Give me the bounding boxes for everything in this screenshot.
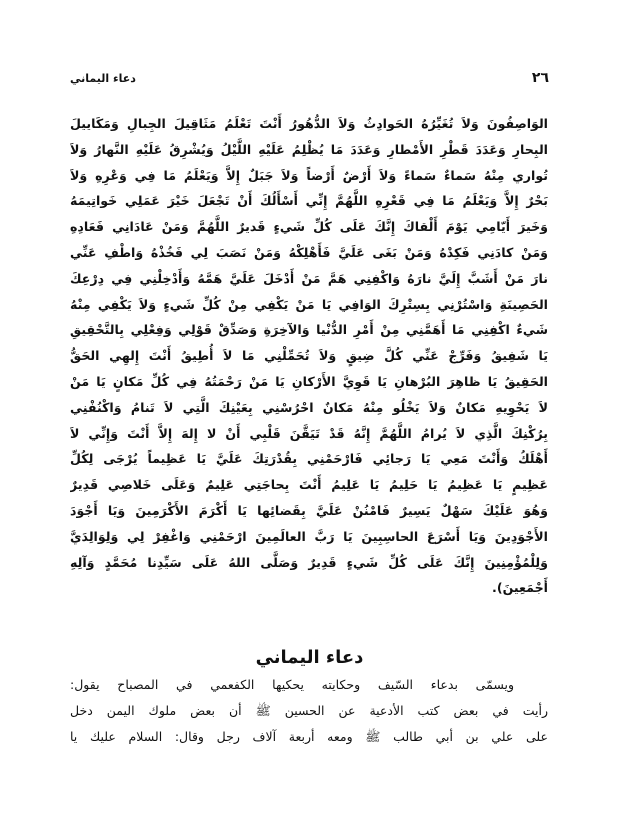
text-line: يَا شَفِيقُ وَفَرِّجْ عَنِّي كُلَّ ضِيقٍ وَلاَ تُحَمِّلْنِي مَا لاَ أُطِيقُ أَنْتَ إِلهِي الحَقُّ [70,348,548,364]
text-line: شَيءٌ اكْفِنِي مَا أَهَمَّنِي مِنْ أَمْرِ الدُّنْيا وَالآخِرَةِ وَصَدِّقْ قَوْلِي وَفِعْلِي بِالتَّحْقِيقِ [70,322,548,338]
text-line: عَظِيمٍ يَا عَظِيمُ يَا حَلِيمُ يَا عَلِيمُ أَنْتَ بِحاجَتِي عَلِيمٌ وَعَلَى خَلاصِي قَدِيرٌ [70,477,548,493]
text-line-final: أَجْمَعِينَ). [492,580,548,596]
running-header [70,70,549,94]
text-line: الأَجْوَدِينَ وَيَا أَسْرَعَ الحاسِبِينَ يَا رَبَّ العالَمِينَ ارْحَمْنِي وَاغْفِرْ لِي وَلِوَالِدَيَّ [70,528,548,544]
text-line: البِحارِ وَعَدَدَ قَطْرِ الأَمْطارِ وَعَدَدَ مَا يُظْلِمُ عَلَيْهِ اللَّيْلُ وَيُشْرِقُ عَلَيْهِ النَّهارُ وَلاَ [70,141,548,157]
text-line: بِرُكْنِكَ الَّذِي لاَ يُرامُ اللَّهُمَّ إِنَّهُ قَدْ تَيَقَّنَ قَلْبِي أَنْ لا إِلهَ إِلاَّ أَنْتَ وَإِنِّي لاَ [70,425,548,441]
text-line: نارَ مَنْ أَشَبَّ إِلَيَّ نارَهُ وَاكْفِنِي هَمَّ مَنْ أَدْخَلَ عَلَيَّ هَمَّهُ وَأَدْخِلْنِي فِي دِرْعِكَ [70,270,548,286]
paragraph-line: ويسمّى بدعاء السّيف وحكايته يحكيها الكفعمي في المصباح يقول: [70,677,514,692]
section-heading: دعاء اليماني [255,647,364,668]
text-line: وَخَيرَ أَيّامِي يَوْمَ أَلْقاكَ إِنَّكَ عَلَى كُلِّ شَيءٍ قَديرٌ اللَّهُمَّ وَمَنْ عَادَانِي فَعَادِهِ [70,219,548,235]
text-line: وَهُوَ عَلَيْكَ سَهْلٌ يَسِيرٌ فَامْنُنْ عَلَيَّ بِقَضائِها يَا أَكْرَمَ الأَكْرَمِينَ وَيَا أَجْوَدَ [70,502,548,518]
text-line: تُواري مِنْهُ سَماءٌ سَماءً وَلاَ أَرْضٌ أَرْضاً وَلاَ جَبَلٌ إِلاَّ وَيَعْلَمُ مَا فِي وَعْرِهِ وَلاَ [70,167,548,183]
page-number: ٢٦ [531,70,549,86]
text-line: وَلِلْمُؤْمِنِينَ إِنَّكَ عَلَى كُلِّ شَيءٍ قَدِيرٌ وَصَلَّى اللهُ عَلَى سَيِّدِنا مُحَمَّدٍ وَآلِهِ [70,554,548,570]
running-header-title: دعاء اليماني [70,72,136,85]
text-line: الوَاصِفُونَ وَلاَ تُغَيِّرُهُ الحَوادِثُ وَلاَ الدُّهُورُ أَنْتَ تَعْلَمُ مَثَاقِيلَ الجِبالِ وَمَكَاييلَ [70,116,548,131]
paragraph-line: رأيت في بعض كتب الأدعية عن الحسين ﷺ أن بعض ملوك اليمن دخل [70,703,548,718]
text-line: الحَصِينَةِ وَاسْتُرْنِي بِسِتْرِكَ الوَافِي يَا مَنْ يَكْفِي مِنْ كُلِّ شَيءٍ وَلاَ يَكْفِي مِنْهُ [70,296,548,312]
supplication-text [70,111,548,601]
paragraph-line: على علي بن أبي طالب ﷺ ومعه أربعة آلاف رجل وقال: السلام عليك يا [70,729,548,744]
text-line: لاَ يَحْوِيهِ مَكانٌ وَلاَ يَخْلُو مِنْهُ مَكانٌ احْرُسْنِي بِعَيْنِكَ الَّتِي لاَ تَنامُ وَاكْنُفْنِي [70,399,548,415]
text-line: وَمَنْ كادَنِي فَكِدْهُ وَمَنْ بَغَى عَلَيَّ فَأَهْلِكْهُ وَمَنْ نَصَبَ لِي فَخُذْهُ وَاطْفِ عَنِّي [70,244,548,260]
text-line: أَهْلَكُ وَأَنْتَ مَعِي يَا رَجائِي فَارْحَمْنِي بِقُدْرَتِكَ عَلَيَّ يَا عَظِيماً يُرْجَى لِكُلِّ [70,451,548,467]
text-line: بَحْرٌ إِلاَّ وَيَعْلَمُ مَا فِي قَعْرِهِ اللَّهُمَّ إِنِّي أَسْأَلُكَ أَنْ تَجْعَلَ خَيْرَ عَمَلِي خَواتِيمَهُ [70,193,548,209]
section-body [70,672,548,750]
text-line: الحَقِيقُ يَا ظاهِرَ البُرْهانِ يَا قَوِيَّ الأَرْكانِ يَا مَنْ رَحْمَتُهُ فِي كُلِّ مَكانٍ يَا مَنْ [70,373,548,389]
